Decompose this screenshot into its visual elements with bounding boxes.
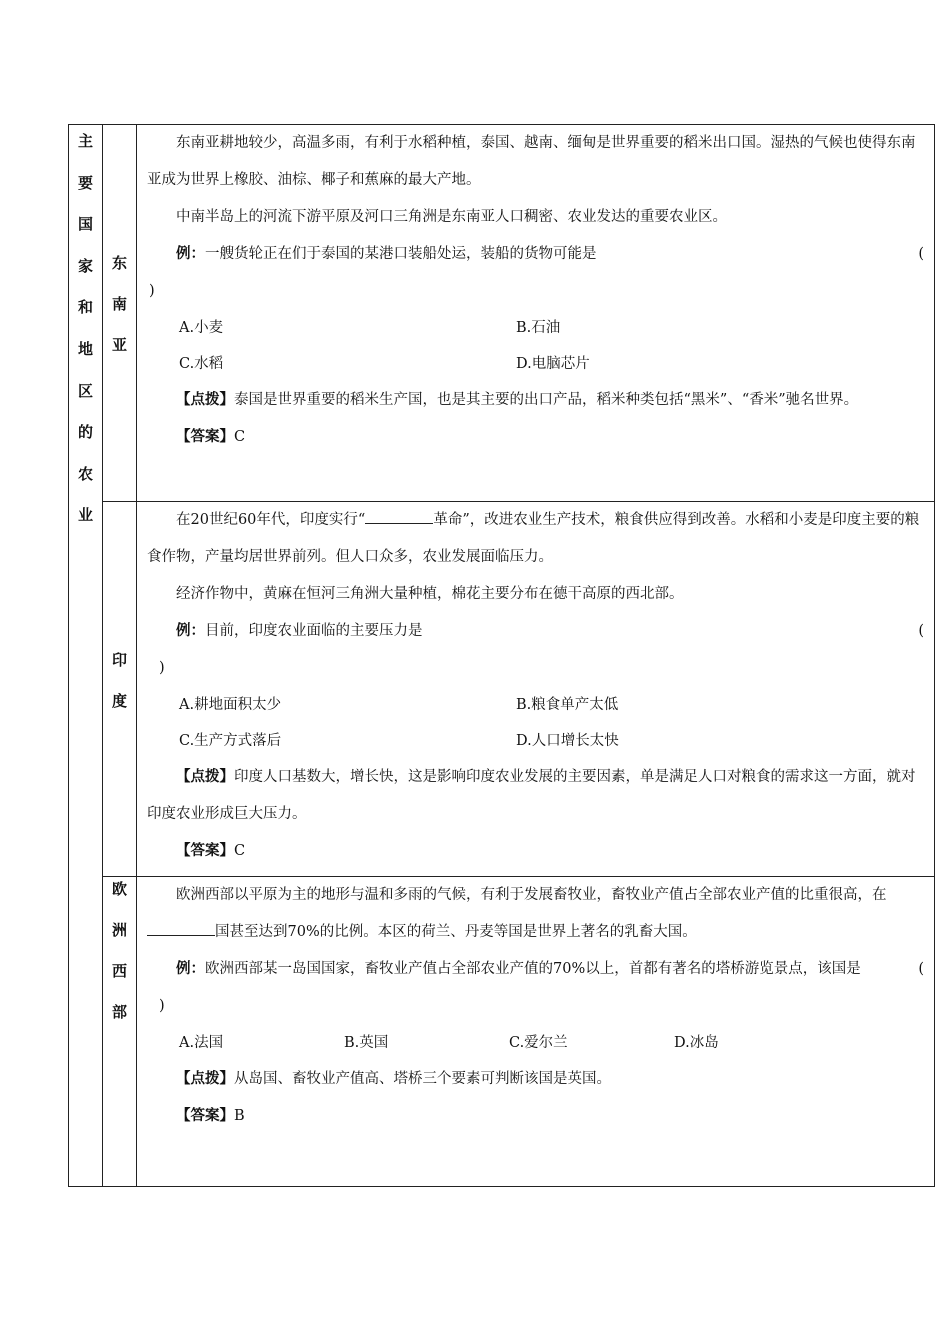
answer-paren-open: (: [918, 246, 924, 262]
tip: [147, 759, 924, 833]
example-question: [147, 951, 924, 988]
india-content: [137, 502, 935, 877]
answer-paren-close: ): [149, 283, 155, 299]
paragraph: 东南亚耕地较少，高温多雨，有利于水稻种植，泰国、越南、缅甸是世界重要的稻米出口国。湿热的气候也使得东南亚成为世界上橡胶、油棕、椰子和蕉麻的最大产地。: [147, 135, 916, 188]
tip-text: 泰国是世界重要的稻米生产国，也是其主要的出口产品，稻米种类包括“黑米”、“香米”驰名世界。: [234, 392, 859, 408]
answer-label: 【答案】: [176, 429, 234, 445]
option-c: C.爱尔兰: [509, 1035, 568, 1051]
option-a: A.耕地面积太少: [179, 697, 282, 713]
main-category-label: 主 要 国 家 和 地 区 的 农 业: [69, 125, 103, 1187]
answer: [147, 419, 924, 456]
fill-in-blank: [365, 509, 433, 524]
example-text: 一艘货轮正在们于泰国的某港口装船处运，装船的货物可能是: [205, 246, 597, 262]
option-a: A.小麦: [179, 320, 224, 336]
option-b: B.石油: [516, 320, 561, 336]
tip: [147, 1061, 924, 1098]
option-d: D.人口增长太快: [516, 733, 619, 749]
tip: [147, 382, 924, 419]
example-text: 目前，印度农业面临的主要压力是: [205, 623, 423, 639]
tip-label: 【点拨】: [176, 392, 234, 408]
example-label: 例：: [176, 961, 205, 977]
southeast-asia-content: [137, 125, 935, 502]
tip-label: 【点拨】: [176, 1071, 234, 1087]
paragraph: 欧洲西部以平原为主的地形与温和多雨的气候，有利于发展畜牧业，畜牧业产值占全部农业产值的比重很高，在国甚至达到70%的比例。本区的荷兰、丹麦等国是世界上著名的乳畜大国。: [147, 877, 924, 951]
western-europe-content: [137, 877, 935, 1187]
example-question: [147, 236, 924, 273]
tip-text: 印度人口基数大，增长快，这是影响印度农业发展的主要因素，单是满足人口对粮食的需求这一方面，就对印度农业形成巨大压力。: [147, 769, 916, 822]
answer-label: 【答案】: [176, 843, 234, 859]
region-label-india: 印 度: [103, 502, 137, 877]
options-row: [147, 310, 924, 346]
options-row: [147, 687, 924, 723]
answer-paren-close: ): [159, 660, 165, 676]
example-question: [147, 613, 924, 650]
answer-value: B: [234, 1108, 245, 1124]
paragraph: 在20世纪60年代，印度实行“ 革命”，改进农业生产技术，粮食供应得到改善。水稻和小麦是印度主要的粮食作物，产量均居世界前列。但人口众多，农业发展面临压力。: [147, 502, 924, 576]
paragraph: 中南半岛上的河流下游平原及河口三角洲是东南亚人口稠密、农业发达的重要农业区。: [176, 209, 727, 225]
answer: [147, 833, 924, 870]
paragraph: 经济作物中，黄麻在恒河三角洲大量种植，棉花主要分布在德干高原的西北部。: [176, 586, 684, 602]
fill-in-blank: [147, 921, 215, 936]
option-b: B.粮食单产太低: [516, 697, 619, 713]
answer-value: C: [234, 429, 246, 445]
answer-value: C: [234, 843, 246, 859]
answer-paren-close: ): [159, 998, 165, 1014]
example-label: 例：: [176, 623, 205, 639]
example-label: 例：: [176, 246, 205, 262]
option-d: D.电脑芯片: [516, 356, 590, 372]
tip-label: 【点拨】: [176, 769, 234, 785]
options-row: [147, 1025, 924, 1061]
example-text: 欧洲西部某一岛国国家，畜牧业产值占全部农业产值的70%以上，首都有著名的塔桥游览景点，该国是: [205, 961, 861, 977]
option-b: B.英国: [344, 1035, 389, 1051]
agriculture-table: [68, 124, 935, 1187]
answer-paren-open: (: [918, 623, 924, 639]
answer: [147, 1098, 924, 1135]
options-row: [147, 346, 924, 382]
region-label-southeast-asia: 东 南 亚: [103, 125, 137, 502]
answer-paren-open: (: [918, 961, 924, 977]
option-a: A.法国: [179, 1035, 224, 1051]
region-label-western-europe: 欧 洲 西 部: [103, 877, 137, 1187]
option-c: C.水稻: [179, 356, 224, 372]
option-d: D.冰岛: [674, 1035, 719, 1051]
tip-text: 从岛国、畜牧业产值高、塔桥三个要素可判断该国是英国。: [234, 1071, 611, 1087]
option-c: C.生产方式落后: [179, 733, 282, 749]
options-row: [147, 723, 924, 759]
answer-label: 【答案】: [176, 1108, 234, 1124]
